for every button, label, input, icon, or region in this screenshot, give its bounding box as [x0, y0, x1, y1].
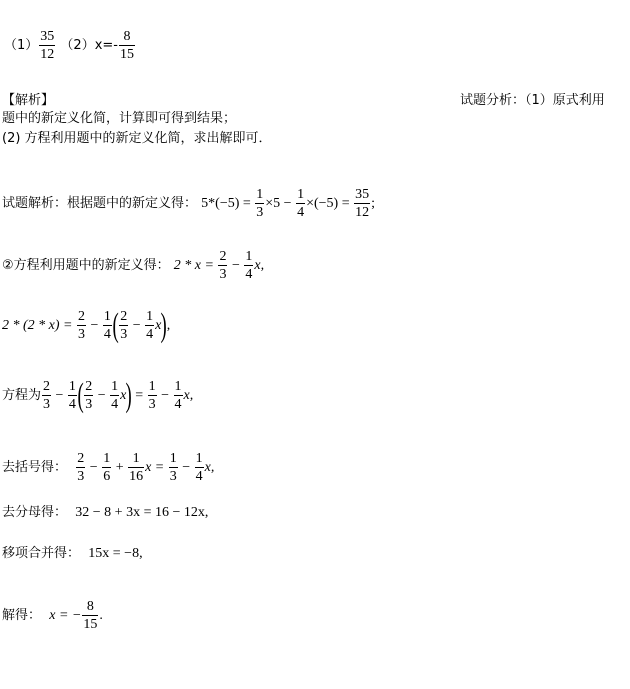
answer-part1-label: （1） — [4, 38, 39, 53]
solution-step-3: 2 * (2 * x) = $\frac{2}{3}$ − $\frac{1}{4}$ ( $\frac{2}{3}$ − $\frac{1}{4}$ x), — [2, 306, 171, 344]
analysis-line-1: 题中的新定义化简，计算即可得到结果； — [2, 111, 237, 126]
solution-step-6 — [2, 505, 208, 521]
solution-step-2: ②方程利用题中的新定义得： 2 * x = $\frac{2}{3}$ − $\frac{1}{4}$ x, — [2, 249, 265, 282]
analysis-intro: 试题分析：（1）原式利用 — [460, 93, 605, 108]
answer-part2-label: （2）x=- — [60, 38, 118, 53]
step-7-label: 移项合并得： — [2, 546, 81, 561]
solution-step-7 — [2, 546, 143, 562]
step-2-label: ②方程利用题中的新定义得： — [2, 258, 170, 273]
analysis-title: 【解析】 — [2, 93, 55, 108]
step-8-label: 解得： — [2, 608, 42, 623]
answer-line — [4, 28, 136, 63]
solution-step-4: 方程为 $\frac{2}{3}$ − $\frac{1}{4}$ ( $\frac{2}{3}$ − $\frac{1}{4}$ x) = $\frac{1}{3}$ − $\frac{1}{4}$ x, — [2, 376, 194, 414]
step-6-label: 去分母得： — [2, 505, 68, 520]
step-6-equation: 32 − 8 + 3x = 16 − 12x, — [75, 505, 209, 520]
solution-step-5: 去括号得： $\frac{2}{3}$ − $\frac{1}{6}$ + $\frac{1}{16}$ x = $\frac{1}{3}$ − $\frac{1}{4}$ x, — [2, 451, 215, 484]
step-4-label: 方程为 — [2, 388, 42, 403]
solution-step-8: 解得： x = − $\frac{8}{15}$ . — [2, 599, 103, 632]
final-answer-fraction: $\frac{8}{15}$ — [83, 599, 98, 632]
solution-label: 试题解析：根据题中的新定义得： — [2, 196, 198, 211]
solution-step-1: 试题解析：根据题中的新定义得： 5*(−5) = $\frac{1}{3}$ ×5 − $\frac{1}{4}$ ×(−5) = $\frac{35}{12}$ ; — [2, 187, 375, 220]
answer2-fraction: $\frac{8}{15}$ — [119, 29, 134, 62]
step-7-equation: 15x = −8, — [88, 546, 143, 561]
step-5-label: 去括号得： — [2, 460, 68, 475]
answer1-fraction: $\frac{35}{12}$ — [40, 29, 55, 62]
analysis-line-2: (2) 方程利用题中的新定义化简，求出解即可． — [2, 131, 272, 146]
